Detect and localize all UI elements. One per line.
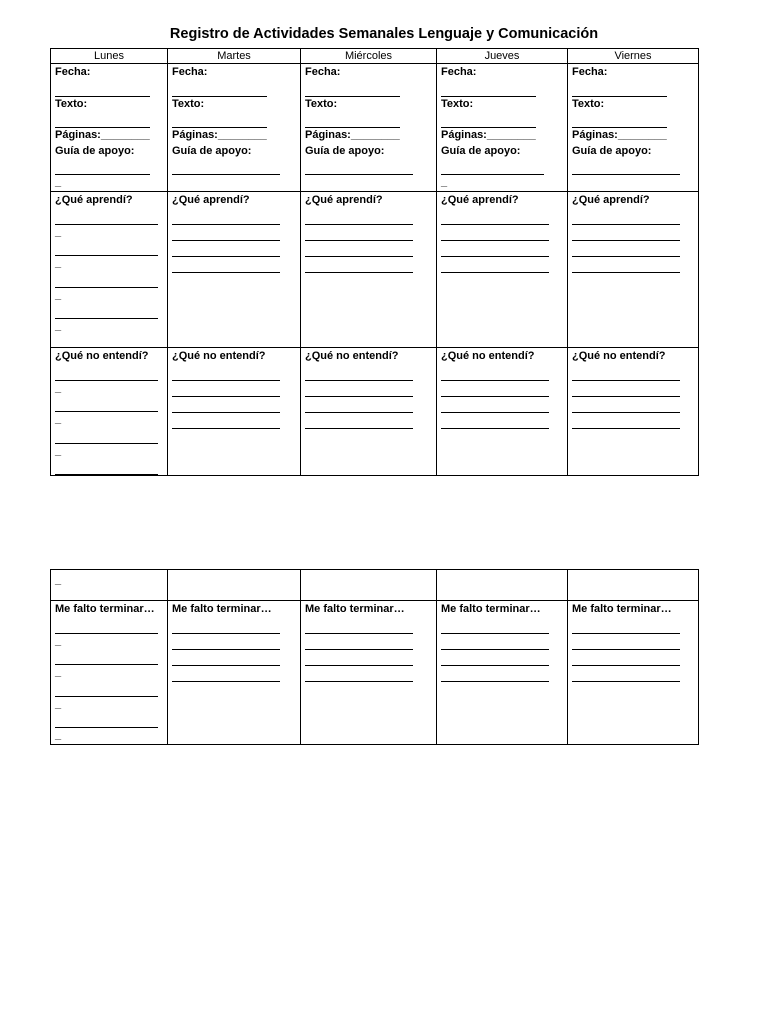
answer-line[interactable] bbox=[172, 241, 280, 257]
answer-line[interactable] bbox=[55, 159, 150, 175]
falto-label: Me falto terminar… bbox=[55, 603, 155, 615]
continuation-cell-jueves[interactable] bbox=[437, 570, 568, 601]
paginas-label: Páginas:________ bbox=[572, 129, 667, 142]
aprendi-label: ¿Qué aprendí? bbox=[572, 193, 650, 206]
dash-mark: _ bbox=[55, 697, 62, 710]
answer-line[interactable] bbox=[572, 159, 680, 175]
continuation-cell-martes[interactable] bbox=[168, 570, 301, 601]
info-cell-jueves[interactable] bbox=[437, 64, 568, 192]
falto-label: Me falto terminar… bbox=[172, 603, 272, 615]
answer-line[interactable] bbox=[55, 303, 158, 319]
answer-line[interactable] bbox=[572, 666, 680, 682]
answer-line[interactable] bbox=[572, 209, 680, 225]
no-entendi-cell-lunes[interactable] bbox=[51, 347, 168, 475]
dash-mark: _ bbox=[55, 381, 62, 394]
answer-line[interactable] bbox=[441, 159, 544, 175]
answer-line[interactable] bbox=[441, 397, 549, 413]
fecha-label: Fecha: bbox=[572, 66, 608, 78]
paginas-label: Páginas:________ bbox=[441, 129, 536, 142]
answer-line[interactable] bbox=[572, 618, 680, 634]
answer-line[interactable] bbox=[441, 81, 536, 97]
continuation-row bbox=[51, 570, 699, 601]
day-header-lunes: Lunes bbox=[51, 49, 168, 64]
answer-line[interactable] bbox=[572, 650, 680, 666]
info-cell-martes[interactable] bbox=[168, 64, 301, 192]
answer-line[interactable] bbox=[55, 618, 158, 634]
answer-line[interactable] bbox=[55, 396, 158, 412]
answer-line[interactable] bbox=[572, 365, 680, 381]
answer-line[interactable] bbox=[305, 618, 413, 634]
no-entendi-label: ¿Qué no entendí? bbox=[172, 349, 266, 362]
fecha-label: Fecha: bbox=[172, 66, 208, 78]
answer-line[interactable] bbox=[172, 618, 280, 634]
day-header-jueves: Jueves bbox=[437, 49, 568, 64]
guia-label: Guía de apoyo: bbox=[572, 144, 652, 157]
answer-line[interactable] bbox=[172, 257, 280, 273]
answer-line[interactable] bbox=[172, 225, 280, 241]
answer-line[interactable] bbox=[305, 241, 413, 257]
dash-mark: _ bbox=[55, 225, 62, 238]
texto-label: Texto: bbox=[441, 97, 474, 110]
no-entendi-cell-miercoles[interactable] bbox=[301, 347, 437, 475]
dash-mark: _ bbox=[55, 176, 62, 189]
answer-line[interactable] bbox=[441, 365, 549, 381]
answer-line[interactable] bbox=[55, 649, 158, 665]
answer-line[interactable] bbox=[172, 365, 280, 381]
info-cell-miercoles[interactable] bbox=[301, 64, 437, 192]
answer-line[interactable] bbox=[172, 112, 267, 128]
answer-line[interactable] bbox=[55, 712, 158, 728]
answer-line[interactable] bbox=[441, 413, 549, 429]
answer-line[interactable] bbox=[55, 272, 158, 288]
answer-line[interactable] bbox=[305, 159, 413, 175]
falto-cell-jueves[interactable] bbox=[437, 601, 568, 745]
day-header-martes: Martes bbox=[168, 49, 301, 64]
answer-line[interactable] bbox=[305, 413, 413, 429]
document-title: Registro de Actividades Semanales Lenguaje y Comunicación bbox=[169, 26, 599, 42]
no-entendi-label: ¿Qué no entendí? bbox=[572, 349, 666, 362]
answer-line[interactable] bbox=[441, 225, 549, 241]
answer-line[interactable] bbox=[572, 81, 667, 97]
answer-line[interactable] bbox=[172, 666, 280, 682]
answer-line[interactable] bbox=[172, 381, 280, 397]
paginas-label: Páginas:________ bbox=[305, 129, 400, 142]
paginas-label: Páginas:________ bbox=[172, 129, 267, 142]
guia-label: Guía de apoyo: bbox=[441, 144, 521, 157]
answer-line[interactable] bbox=[55, 681, 158, 697]
aprendi-label: ¿Qué aprendí? bbox=[441, 193, 519, 206]
no-entendi-cell-viernes[interactable] bbox=[568, 347, 699, 475]
dash-mark: _ bbox=[55, 666, 62, 679]
answer-line[interactable] bbox=[572, 241, 680, 257]
answer-line[interactable] bbox=[441, 618, 549, 634]
answer-line[interactable] bbox=[55, 112, 150, 128]
answer-line[interactable] bbox=[441, 666, 549, 682]
answer-line[interactable] bbox=[172, 650, 280, 666]
answer-line[interactable] bbox=[305, 225, 413, 241]
paginas-label: Páginas:________ bbox=[55, 129, 150, 142]
falto-label: Me falto terminar… bbox=[441, 603, 541, 615]
answer-line[interactable] bbox=[305, 209, 413, 225]
falto-label: Me falto terminar… bbox=[305, 603, 405, 615]
answer-line[interactable] bbox=[572, 112, 667, 128]
answer-line[interactable] bbox=[441, 209, 549, 225]
texto-label: Texto: bbox=[572, 97, 605, 110]
answer-line[interactable] bbox=[572, 257, 680, 273]
answer-line[interactable] bbox=[441, 634, 549, 650]
texto-label: Texto: bbox=[305, 97, 338, 110]
falto-cell-miercoles[interactable] bbox=[301, 601, 437, 745]
falto-row bbox=[51, 601, 699, 745]
texto-label: Texto: bbox=[55, 97, 88, 110]
dash-mark: _ bbox=[55, 634, 62, 647]
answer-line[interactable] bbox=[305, 365, 413, 381]
no-entendi-label: ¿Qué no entendí? bbox=[441, 349, 535, 362]
guia-label: Guía de apoyo: bbox=[172, 144, 252, 157]
answer-line[interactable] bbox=[172, 209, 280, 225]
answer-line[interactable] bbox=[172, 159, 280, 175]
continuation-table bbox=[50, 569, 699, 745]
no-entendi-cell-martes[interactable] bbox=[168, 347, 301, 475]
aprendi-label: ¿Qué aprendí? bbox=[172, 193, 250, 206]
answer-line[interactable] bbox=[55, 240, 158, 256]
answer-line[interactable] bbox=[55, 459, 158, 475]
answer-line[interactable] bbox=[305, 666, 413, 682]
aprendi-cell-jueves[interactable] bbox=[437, 191, 568, 347]
aprendi-row bbox=[51, 191, 699, 347]
answer-line[interactable] bbox=[55, 81, 150, 97]
dash-mark: _ bbox=[55, 320, 62, 333]
no-entendi-label: ¿Qué no entendí? bbox=[55, 349, 149, 362]
aprendi-label: ¿Qué aprendí? bbox=[305, 193, 383, 206]
answer-line[interactable] bbox=[305, 257, 413, 273]
info-cell-viernes[interactable] bbox=[568, 64, 699, 192]
continuation-cell-miercoles[interactable] bbox=[301, 570, 437, 601]
fecha-label: Fecha: bbox=[55, 66, 91, 78]
aprendi-cell-miercoles[interactable] bbox=[301, 191, 437, 347]
dash-mark: _ bbox=[55, 729, 62, 742]
answer-line[interactable] bbox=[172, 634, 280, 650]
fecha-label: Fecha: bbox=[441, 66, 477, 78]
answer-line[interactable] bbox=[441, 112, 536, 128]
dash-mark: _ bbox=[55, 574, 62, 586]
info-row bbox=[51, 64, 699, 192]
fecha-label: Fecha: bbox=[305, 66, 341, 78]
falto-cell-viernes[interactable] bbox=[568, 601, 699, 745]
day-header-row bbox=[51, 49, 699, 64]
answer-line[interactable] bbox=[305, 81, 400, 97]
answer-line[interactable] bbox=[305, 112, 400, 128]
guia-label: Guía de apoyo: bbox=[55, 144, 135, 157]
guia-label: Guía de apoyo: bbox=[305, 144, 385, 157]
falto-label: Me falto terminar… bbox=[572, 603, 672, 615]
dash-mark: _ bbox=[55, 288, 62, 301]
answer-line[interactable] bbox=[172, 397, 280, 413]
aprendi-cell-viernes[interactable] bbox=[568, 191, 699, 347]
falto-cell-lunes[interactable] bbox=[51, 601, 168, 745]
answer-line[interactable] bbox=[572, 381, 680, 397]
answer-line[interactable] bbox=[55, 365, 158, 381]
answer-line[interactable] bbox=[572, 413, 680, 429]
answer-line[interactable] bbox=[305, 397, 413, 413]
answer-line[interactable] bbox=[441, 650, 549, 666]
falto-cell-martes[interactable] bbox=[168, 601, 301, 745]
dash-mark: _ bbox=[55, 257, 62, 270]
answer-line[interactable] bbox=[172, 81, 267, 97]
no-entendi-label: ¿Qué no entendí? bbox=[305, 349, 399, 362]
answer-line[interactable] bbox=[441, 241, 549, 257]
answer-line[interactable] bbox=[305, 650, 413, 666]
continuation-cell-lunes[interactable] bbox=[51, 570, 168, 601]
continuation-cell-viernes[interactable] bbox=[568, 570, 699, 601]
no-entendi-row bbox=[51, 347, 699, 475]
aprendi-label: ¿Qué aprendí? bbox=[55, 193, 133, 206]
texto-label: Texto: bbox=[172, 97, 205, 110]
answer-line[interactable] bbox=[172, 413, 280, 429]
aprendi-cell-martes[interactable] bbox=[168, 191, 301, 347]
info-cell-lunes[interactable] bbox=[51, 64, 168, 192]
answer-line[interactable] bbox=[305, 381, 413, 397]
answer-line[interactable] bbox=[572, 225, 680, 241]
dash-mark: _ bbox=[55, 444, 62, 457]
aprendi-cell-lunes[interactable] bbox=[51, 191, 168, 347]
answer-line[interactable] bbox=[441, 257, 549, 273]
no-entendi-cell-jueves[interactable] bbox=[437, 347, 568, 475]
day-header-miercoles: Miércoles bbox=[301, 49, 437, 64]
weekly-activity-table bbox=[50, 48, 699, 476]
answer-line[interactable] bbox=[55, 428, 158, 444]
dash-mark: _ bbox=[55, 413, 62, 426]
answer-line[interactable] bbox=[55, 209, 158, 225]
answer-line[interactable] bbox=[572, 397, 680, 413]
answer-line[interactable] bbox=[305, 634, 413, 650]
dash-mark: _ bbox=[441, 176, 448, 189]
answer-line[interactable] bbox=[572, 634, 680, 650]
answer-line[interactable] bbox=[441, 381, 549, 397]
day-header-viernes: Viernes bbox=[568, 49, 699, 64]
